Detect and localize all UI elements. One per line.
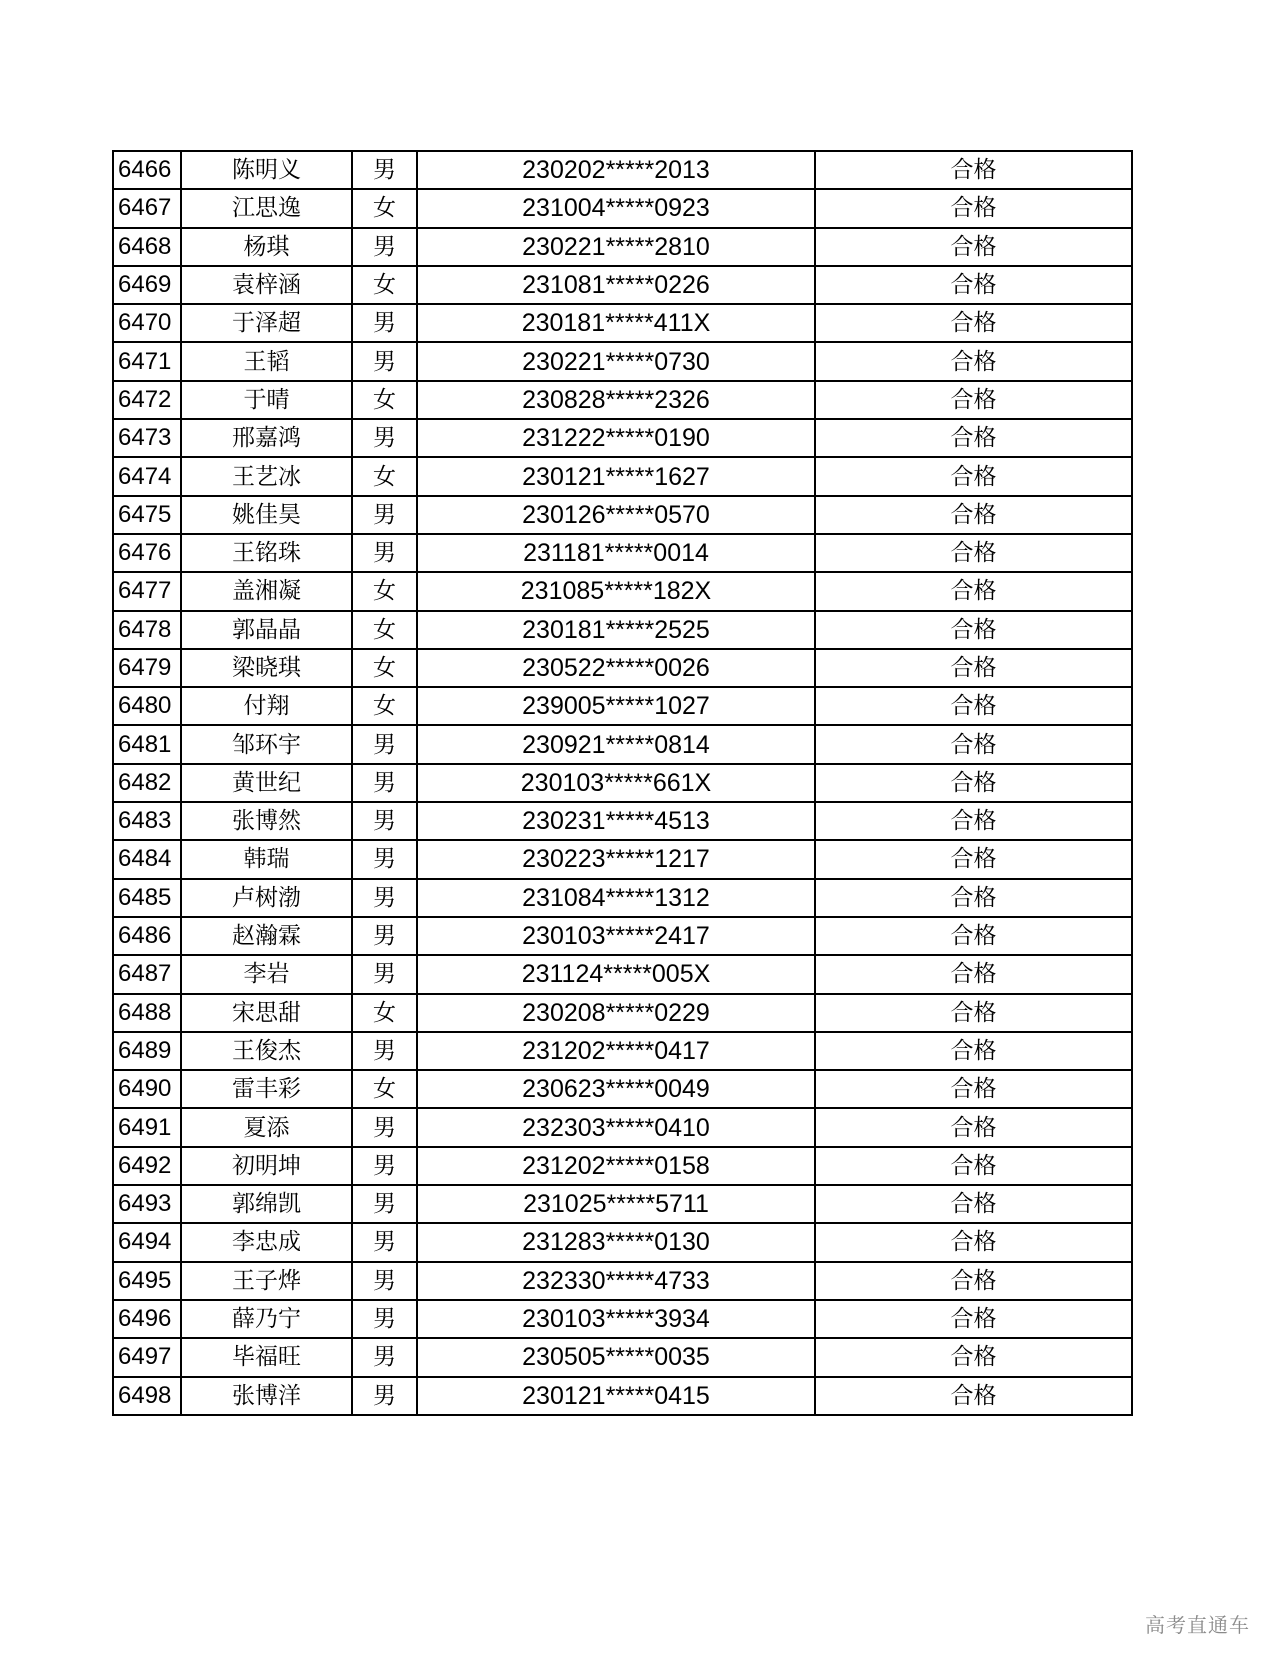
cell-gender: 女 <box>352 457 417 495</box>
cell-result: 合格 <box>815 189 1132 227</box>
cell-id-number: 231181*****0014 <box>417 534 815 572</box>
cell-name: 郭绵凯 <box>181 1185 352 1223</box>
cell-number: 6473 <box>113 419 181 457</box>
cell-id-number: 230103*****2417 <box>417 917 815 955</box>
cell-result: 合格 <box>815 955 1132 993</box>
cell-id-number: 230121*****1627 <box>417 457 815 495</box>
cell-id-number: 230231*****4513 <box>417 802 815 840</box>
table-row <box>113 1338 1132 1376</box>
table-row <box>113 419 1132 457</box>
table-row <box>113 611 1132 649</box>
cell-name: 宋思甜 <box>181 994 352 1032</box>
watermark-text: 高考直通车 <box>1145 1613 1250 1637</box>
cell-gender: 女 <box>352 1070 417 1108</box>
cell-name: 初明坤 <box>181 1147 352 1185</box>
cell-gender: 女 <box>352 611 417 649</box>
cell-name: 卢树渤 <box>181 879 352 917</box>
cell-name: 于晴 <box>181 381 352 419</box>
cell-id-number: 230126*****0570 <box>417 496 815 534</box>
cell-result: 合格 <box>815 840 1132 878</box>
cell-gender: 女 <box>352 649 417 687</box>
cell-name: 雷丰彩 <box>181 1070 352 1108</box>
cell-result: 合格 <box>815 611 1132 649</box>
table-row <box>113 725 1132 763</box>
cell-id-number: 239005*****1027 <box>417 687 815 725</box>
cell-result: 合格 <box>815 419 1132 457</box>
cell-id-number: 232303*****0410 <box>417 1108 815 1146</box>
cell-result: 合格 <box>815 151 1132 189</box>
cell-number: 6495 <box>113 1262 181 1300</box>
table-row <box>113 381 1132 419</box>
cell-name: 张博然 <box>181 802 352 840</box>
cell-name: 于泽超 <box>181 304 352 342</box>
table-row <box>113 534 1132 572</box>
table-row <box>113 994 1132 1032</box>
cell-number: 6475 <box>113 496 181 534</box>
cell-result: 合格 <box>815 764 1132 802</box>
cell-number: 6470 <box>113 304 181 342</box>
cell-id-number: 230623*****0049 <box>417 1070 815 1108</box>
cell-number: 6468 <box>113 228 181 266</box>
cell-gender: 女 <box>352 381 417 419</box>
cell-result: 合格 <box>815 304 1132 342</box>
cell-gender: 男 <box>352 1338 417 1376</box>
cell-number: 6490 <box>113 1070 181 1108</box>
cell-gender: 女 <box>352 994 417 1032</box>
cell-id-number: 230208*****0229 <box>417 994 815 1032</box>
table-row <box>113 1108 1132 1146</box>
cell-gender: 男 <box>352 840 417 878</box>
cell-gender: 男 <box>352 496 417 534</box>
table-row <box>113 840 1132 878</box>
cell-number: 6497 <box>113 1338 181 1376</box>
cell-number: 6476 <box>113 534 181 572</box>
cell-number: 6482 <box>113 764 181 802</box>
cell-gender: 女 <box>352 687 417 725</box>
cell-id-number: 230223*****1217 <box>417 840 815 878</box>
cell-number: 6481 <box>113 725 181 763</box>
table-row <box>113 687 1132 725</box>
cell-id-number: 230103*****661X <box>417 764 815 802</box>
cell-id-number: 231081*****0226 <box>417 266 815 304</box>
cell-id-number: 230181*****2525 <box>417 611 815 649</box>
cell-id-number: 231222*****0190 <box>417 419 815 457</box>
cell-id-number: 231085*****182X <box>417 572 815 610</box>
cell-gender: 男 <box>352 879 417 917</box>
table-row <box>113 1300 1132 1338</box>
cell-number: 6479 <box>113 649 181 687</box>
cell-result: 合格 <box>815 228 1132 266</box>
cell-result: 合格 <box>815 457 1132 495</box>
cell-result: 合格 <box>815 802 1132 840</box>
cell-number: 6498 <box>113 1377 181 1415</box>
cell-gender: 女 <box>352 572 417 610</box>
cell-id-number: 231025*****5711 <box>417 1185 815 1223</box>
cell-name: 杨琪 <box>181 228 352 266</box>
cell-id-number: 230522*****0026 <box>417 649 815 687</box>
cell-result: 合格 <box>815 381 1132 419</box>
cell-gender: 男 <box>352 1032 417 1070</box>
table-row <box>113 189 1132 227</box>
cell-id-number: 230921*****0814 <box>417 725 815 763</box>
cell-number: 6472 <box>113 381 181 419</box>
cell-name: 张博洋 <box>181 1377 352 1415</box>
table-row <box>113 955 1132 993</box>
cell-name: 黄世纪 <box>181 764 352 802</box>
cell-number: 6471 <box>113 342 181 380</box>
cell-number: 6496 <box>113 1300 181 1338</box>
cell-result: 合格 <box>815 342 1132 380</box>
cell-gender: 男 <box>352 228 417 266</box>
cell-result: 合格 <box>815 1223 1132 1261</box>
cell-number: 6486 <box>113 917 181 955</box>
table-row <box>113 1032 1132 1070</box>
table-row <box>113 496 1132 534</box>
cell-result: 合格 <box>815 994 1132 1032</box>
cell-name: 王韬 <box>181 342 352 380</box>
cell-id-number: 231084*****1312 <box>417 879 815 917</box>
cell-result: 合格 <box>815 649 1132 687</box>
cell-result: 合格 <box>815 1032 1132 1070</box>
cell-name: 江思逸 <box>181 189 352 227</box>
table-row <box>113 1070 1132 1108</box>
cell-number: 6489 <box>113 1032 181 1070</box>
table-row <box>113 304 1132 342</box>
cell-name: 李岩 <box>181 955 352 993</box>
table-row <box>113 228 1132 266</box>
cell-name: 盖湘凝 <box>181 572 352 610</box>
table-row <box>113 764 1132 802</box>
cell-gender: 男 <box>352 1108 417 1146</box>
cell-id-number: 230221*****2810 <box>417 228 815 266</box>
cell-gender: 男 <box>352 725 417 763</box>
table-row <box>113 342 1132 380</box>
cell-gender: 女 <box>352 189 417 227</box>
cell-result: 合格 <box>815 917 1132 955</box>
table-row <box>113 649 1132 687</box>
cell-name: 韩瑞 <box>181 840 352 878</box>
cell-number: 6492 <box>113 1147 181 1185</box>
table-row <box>113 266 1132 304</box>
cell-name: 王艺冰 <box>181 457 352 495</box>
cell-number: 6493 <box>113 1185 181 1223</box>
cell-name: 梁晓琪 <box>181 649 352 687</box>
cell-name: 王俊杰 <box>181 1032 352 1070</box>
cell-name: 邢嘉鸿 <box>181 419 352 457</box>
cell-gender: 男 <box>352 1147 417 1185</box>
cell-id-number: 231202*****0417 <box>417 1032 815 1070</box>
cell-number: 6483 <box>113 802 181 840</box>
cell-name: 李忠成 <box>181 1223 352 1261</box>
cell-number: 6469 <box>113 266 181 304</box>
cell-name: 王子烨 <box>181 1262 352 1300</box>
table-row <box>113 1185 1132 1223</box>
candidate-table-body <box>113 151 1132 1415</box>
cell-id-number: 230121*****0415 <box>417 1377 815 1415</box>
cell-id-number: 230103*****3934 <box>417 1300 815 1338</box>
table-row <box>113 1262 1132 1300</box>
cell-name: 赵瀚霖 <box>181 917 352 955</box>
cell-number: 6480 <box>113 687 181 725</box>
cell-result: 合格 <box>815 687 1132 725</box>
cell-name: 袁梓涵 <box>181 266 352 304</box>
table-row <box>113 151 1132 189</box>
cell-result: 合格 <box>815 1300 1132 1338</box>
cell-id-number: 230221*****0730 <box>417 342 815 380</box>
cell-number: 6478 <box>113 611 181 649</box>
cell-result: 合格 <box>815 1070 1132 1108</box>
cell-number: 6485 <box>113 879 181 917</box>
cell-name: 付翔 <box>181 687 352 725</box>
cell-gender: 男 <box>352 534 417 572</box>
cell-result: 合格 <box>815 1262 1132 1300</box>
cell-gender: 男 <box>352 342 417 380</box>
cell-name: 毕福旺 <box>181 1338 352 1376</box>
cell-gender: 男 <box>352 1185 417 1223</box>
table-row <box>113 1223 1132 1261</box>
cell-name: 王铭珠 <box>181 534 352 572</box>
cell-gender: 男 <box>352 1300 417 1338</box>
cell-id-number: 230828*****2326 <box>417 381 815 419</box>
cell-name: 陈明义 <box>181 151 352 189</box>
cell-id-number: 230181*****411X <box>417 304 815 342</box>
cell-id-number: 231283*****0130 <box>417 1223 815 1261</box>
cell-result: 合格 <box>815 534 1132 572</box>
cell-number: 6467 <box>113 189 181 227</box>
cell-number: 6488 <box>113 994 181 1032</box>
cell-result: 合格 <box>815 572 1132 610</box>
cell-number: 6474 <box>113 457 181 495</box>
cell-name: 郭晶晶 <box>181 611 352 649</box>
cell-id-number: 230505*****0035 <box>417 1338 815 1376</box>
cell-result: 合格 <box>815 496 1132 534</box>
cell-result: 合格 <box>815 1108 1132 1146</box>
cell-gender: 男 <box>352 151 417 189</box>
cell-id-number: 230202*****2013 <box>417 151 815 189</box>
cell-name: 邹环宇 <box>181 725 352 763</box>
cell-gender: 男 <box>352 917 417 955</box>
cell-result: 合格 <box>815 1185 1132 1223</box>
table-row <box>113 917 1132 955</box>
cell-id-number: 232330*****4733 <box>417 1262 815 1300</box>
cell-result: 合格 <box>815 266 1132 304</box>
cell-gender: 女 <box>352 266 417 304</box>
cell-gender: 男 <box>352 304 417 342</box>
cell-result: 合格 <box>815 1377 1132 1415</box>
candidate-table <box>112 150 1133 1416</box>
cell-number: 6477 <box>113 572 181 610</box>
table-row <box>113 802 1132 840</box>
table-row <box>113 457 1132 495</box>
cell-number: 6494 <box>113 1223 181 1261</box>
cell-gender: 男 <box>352 955 417 993</box>
cell-gender: 男 <box>352 419 417 457</box>
cell-number: 6466 <box>113 151 181 189</box>
cell-result: 合格 <box>815 1338 1132 1376</box>
table-row <box>113 879 1132 917</box>
table-row <box>113 1147 1132 1185</box>
cell-name: 夏添 <box>181 1108 352 1146</box>
table-row <box>113 572 1132 610</box>
cell-id-number: 231202*****0158 <box>417 1147 815 1185</box>
cell-number: 6487 <box>113 955 181 993</box>
cell-gender: 男 <box>352 1377 417 1415</box>
cell-name: 薛乃宁 <box>181 1300 352 1338</box>
cell-result: 合格 <box>815 725 1132 763</box>
cell-gender: 男 <box>352 1262 417 1300</box>
cell-gender: 男 <box>352 764 417 802</box>
cell-result: 合格 <box>815 879 1132 917</box>
cell-id-number: 231124*****005X <box>417 955 815 993</box>
cell-number: 6491 <box>113 1108 181 1146</box>
cell-gender: 男 <box>352 1223 417 1261</box>
cell-gender: 男 <box>352 802 417 840</box>
cell-id-number: 231004*****0923 <box>417 189 815 227</box>
cell-name: 姚佳昊 <box>181 496 352 534</box>
cell-result: 合格 <box>815 1147 1132 1185</box>
table-row <box>113 1377 1132 1415</box>
cell-number: 6484 <box>113 840 181 878</box>
